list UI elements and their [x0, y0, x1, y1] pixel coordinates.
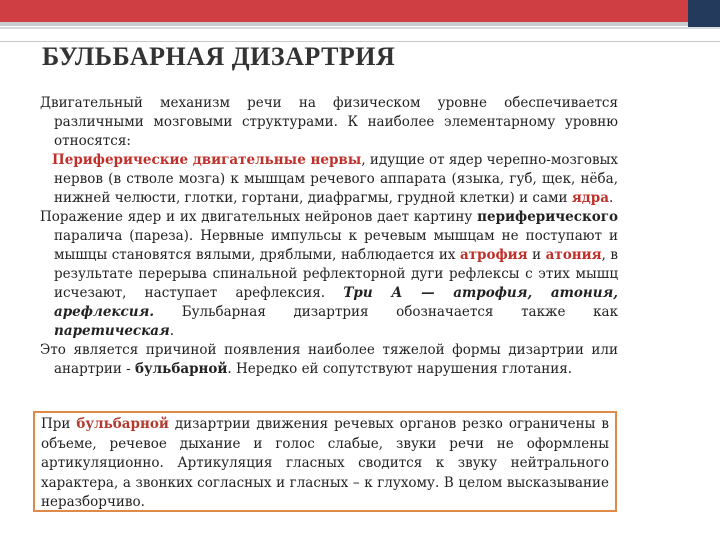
term-three-a: Три А — атрофия, атония, арефлексия. [54, 285, 618, 320]
paragraph-lesion: Поражение ядер и их двигательных нейронов дает картину периферического паралича (пареза). Нервные импульсы к речевым мышцам не поступают и мышцы становятся вялыми, дряблыми, наблюдается их атрофия и атония, в результате перерыва спинальной рефлекторной дуги рефлексы с этих мышц исчезают, наступает арефлексия. Три А — атрофия, атония, арефлексия. Бульбарная дизартрия обозначается также как паретическая. [40, 209, 618, 339]
slide-title: БУЛЬБАРНАЯ ДИЗАРТРИЯ [42, 42, 396, 71]
paragraph-peripheral-nerves: Периферические двигательные нервы, идущие от ядер черепно-мозговых нервов (в стволе мозга) к мышцам речевого аппарата (языка, губ, щек, нёба, нижней челюсти, глотки, гортани, диафрагмы, грудной клетки) и сами ядра. [52, 152, 619, 206]
header-divider [0, 27, 720, 29]
header-accent-navy [688, 0, 720, 28]
header-bar [0, 0, 720, 26]
slide-body [40, 94, 618, 379]
header-accent-red [0, 0, 688, 22]
term-bulbar: бульбарной [135, 361, 228, 377]
box-term-bulbar: бульбарной [76, 416, 169, 432]
term-peripheral-nerves: Периферические двигательные нервы [52, 152, 362, 168]
highlight-box: При бульбарной дизартрии движения речевых органов резко ограничены в объеме, речевое дыхание и голос слабые, звуки речи не оформлены артикуляционно. Артикуляция гласных сводится к звуку нейтрального характера, а звонких согласных и гласных – к глухому. В целом высказывание неразборчиво. [33, 411, 617, 512]
term-nuclei: ядра [571, 190, 609, 206]
paragraph-intro: Двигательный механизм речи на физическом уровне обеспечивается различными мозговыми структурами. К наиболее элементарному уровню относятся: [40, 95, 618, 149]
term-atony: атония [545, 247, 602, 263]
paragraph-bulbar-cause: Это является причиной появления наиболее тяжелой формы дизартрии или анартрии - бульбарной. Нередко ей сопутствуют нарушения глотания. [40, 342, 618, 377]
term-atrophy: атрофия [459, 247, 528, 263]
term-paretic: паретическая [54, 323, 170, 339]
term-peripheral: периферического [477, 209, 618, 225]
